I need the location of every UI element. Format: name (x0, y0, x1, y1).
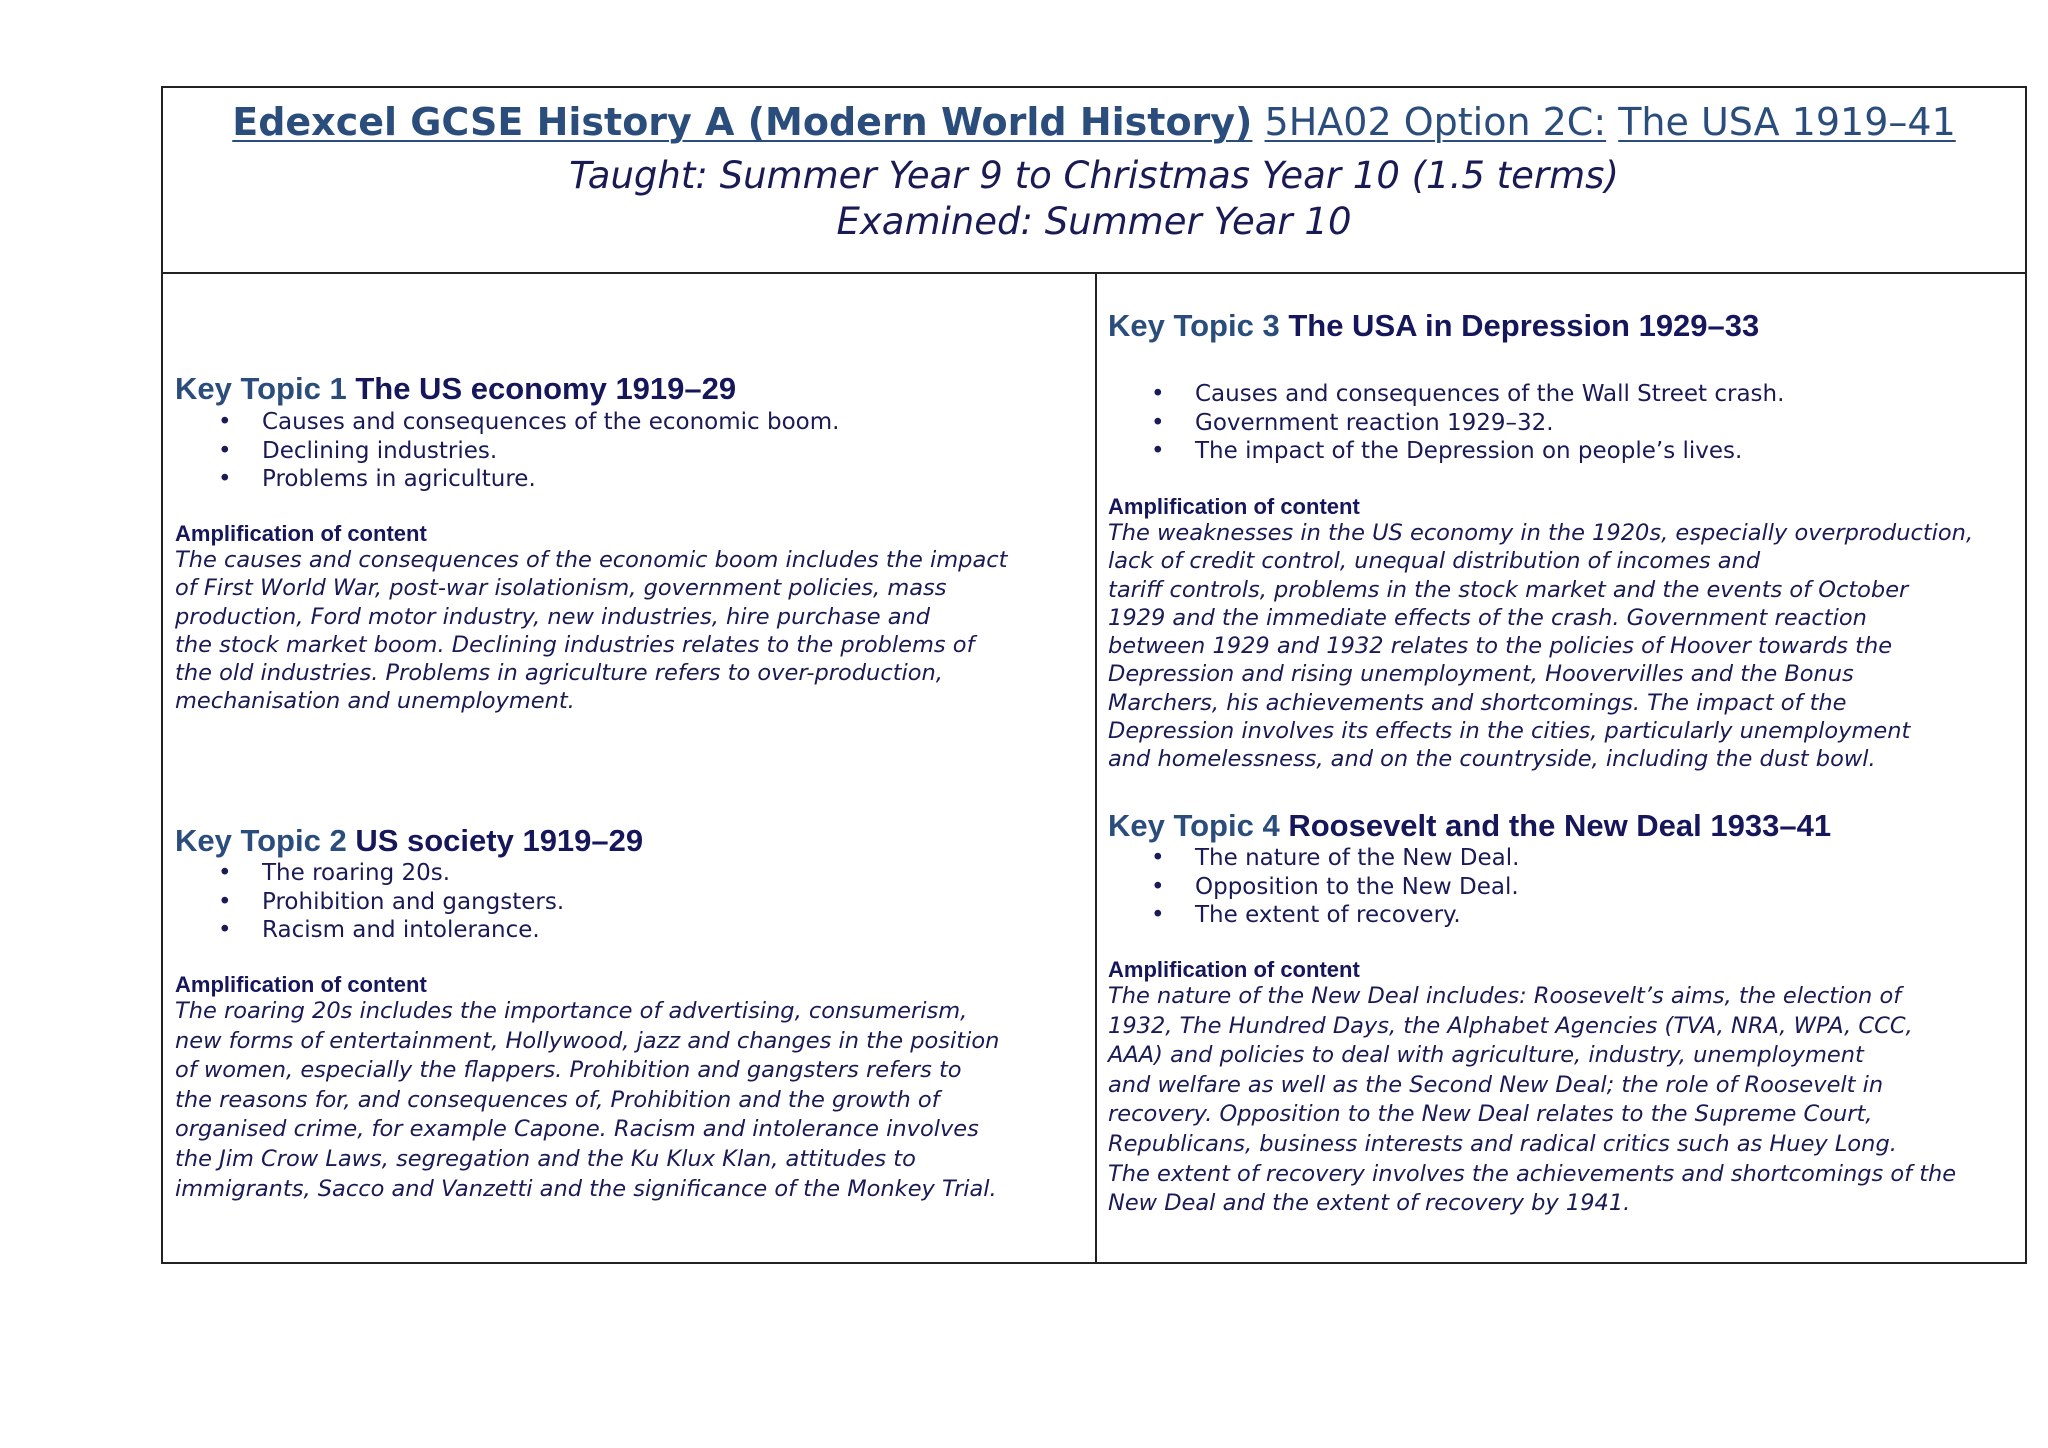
topic-4-amp-heading: Amplification of content (1108, 957, 1360, 982)
list-item: • The roaring 20s. (175, 859, 564, 888)
amp-line: The extent of recovery involves the achievements and shortcomings of the (1108, 1160, 1957, 1187)
page-title (163, 100, 2025, 144)
taught-line: Taught: Summer Year 9 to Christmas Year 10 (1.5 terms) (569, 154, 1619, 197)
amp-line: the stock market boom. Declining industries relates to the problems of (175, 631, 975, 658)
amp-line: of First World War, post-war isolationism, government policies, mass (175, 575, 947, 602)
list-item: • Government reaction 1929–32. (1108, 409, 1784, 438)
topic-3-bullets (1108, 380, 1784, 466)
amp-line: New Deal and the extent of recovery by 1941. (1108, 1190, 1631, 1217)
title-option: 5HA02 Option 2C: (1264, 100, 1607, 144)
amp-line: mechanisation and unemployment. (175, 688, 575, 715)
amp-line: Marchers, his achievements and shortcomings. The impact of the (1108, 689, 1847, 716)
amp-line: The causes and consequences of the economic boom includes the impact (175, 547, 1008, 573)
amp-line: between 1929 and 1932 relates to the policies of Hoover towards the (1108, 633, 1893, 660)
topic-1-amp-heading: Amplification of content (175, 521, 427, 546)
list-item: • Causes and consequences of the economic boom. (175, 408, 839, 437)
list-item: • The nature of the New Deal. (1108, 844, 1519, 873)
amp-line: 1932, The Hundred Days, the Alphabet Agencies (TVA, NRA, WPA, CCC, (1108, 1012, 1913, 1039)
amp-line: and welfare as well as the Second New Deal; the role of Roosevelt in (1108, 1071, 1884, 1098)
topic-3-amp-heading: Amplification of content (1108, 494, 1360, 519)
topic-1-amp-text (175, 546, 1007, 716)
topic-1-title: The US economy 1919–29 (355, 371, 737, 406)
amp-line: recovery. Opposition to the New Deal relates to the Supreme Court, (1108, 1101, 1873, 1128)
examined-line: Examined: Summer Year 10 (836, 200, 1352, 243)
list-item: • Causes and consequences of the Wall Street crash. (1108, 380, 1784, 409)
list-item: • The impact of the Depression on people’s lives. (1108, 437, 1784, 466)
topic-4-title: Roosevelt and the New Deal 1933–41 (1288, 808, 1832, 843)
list-item: • Declining industries. (175, 437, 839, 466)
topic-4-amp-text (1108, 982, 1956, 1219)
amp-line: the reasons for, and consequences of, Prohibition and the growth of (175, 1086, 940, 1113)
amp-line: Republicans, business interests and radical critics such as Huey Long. (1108, 1130, 1897, 1157)
topic-4-label: Key Topic 4 (1108, 808, 1280, 843)
title-course: Edexcel GCSE History A (Modern World History) (232, 100, 1253, 144)
topic-1-bullets (175, 408, 839, 494)
title-unit: The USA 1919–41 (1618, 100, 1956, 144)
topic-3-label: Key Topic 3 (1108, 308, 1280, 343)
topic-2-amp-heading: Amplification of content (175, 972, 427, 997)
amp-line: of women, especially the flappers. Prohibition and gangsters refers to (175, 1057, 962, 1084)
amp-line: new forms of entertainment, Hollywood, jazz and changes in the position (175, 1027, 1000, 1054)
amp-line: The nature of the New Deal includes: Roosevelt’s aims, the election of (1108, 983, 1902, 1009)
amp-line: the old industries. Problems in agriculture refers to over-production, (175, 660, 943, 687)
topic-1-heading (175, 371, 736, 407)
amp-line: tariff controls, problems in the stock market and the events of October (1108, 576, 1909, 603)
topic-2-amp-text (175, 997, 999, 1204)
amp-line: Depression involves its effects in the cities, particularly unemployment (1108, 718, 1911, 745)
topic-3-amp-text (1108, 519, 1973, 774)
topic-3-title: The USA in Depression 1929–33 (1288, 308, 1760, 343)
amp-line: 1929 and the immediate effects of the crash. Government reaction (1108, 604, 1867, 631)
amp-line: production, Ford motor industry, new industries, hire purchase and (175, 603, 931, 630)
topic-2-bullets (175, 859, 564, 945)
amp-line: lack of credit control, unequal distribution of incomes and (1108, 548, 1761, 575)
amp-line: the Jim Crow Laws, segregation and the Ku Klux Klan, attitudes to (175, 1145, 916, 1172)
topic-4-bullets (1108, 844, 1519, 930)
amp-line: Depression and rising unemployment, Hoovervilles and the Bonus (1108, 661, 1854, 688)
topic-2-heading (175, 823, 643, 859)
amp-line: AAA) and policies to deal with agriculture, industry, unemployment (1108, 1042, 1864, 1069)
amp-line: and homelessness, and on the countryside, including the dust bowl. (1108, 746, 1876, 773)
amp-line: organised crime, for example Capone. Racism and intolerance involves (175, 1116, 979, 1143)
syllabus-table (161, 86, 2027, 1264)
list-item: • The extent of recovery. (1108, 901, 1519, 930)
list-item: • Opposition to the New Deal. (1108, 873, 1519, 902)
header-cell (163, 88, 2025, 274)
list-item: • Racism and intolerance. (175, 916, 564, 945)
topic-4-heading (1108, 808, 1831, 844)
topic-1-label: Key Topic 1 (175, 371, 347, 406)
amp-line: The roaring 20s includes the importance of advertising, consumerism, (175, 998, 968, 1024)
list-item: • Problems in agriculture. (175, 465, 839, 494)
topic-2-title: US society 1919–29 (355, 823, 644, 858)
amp-line: immigrants, Sacco and Vanzetti and the significance of the Monkey Trial. (175, 1175, 997, 1202)
list-item: • Prohibition and gangsters. (175, 888, 564, 917)
topic-3-heading (1108, 308, 1759, 344)
amp-line: The weaknesses in the US economy in the 1920s, especially overproduction, (1108, 520, 1974, 546)
column-divider (1095, 274, 1097, 1262)
topic-2-label: Key Topic 2 (175, 823, 347, 858)
